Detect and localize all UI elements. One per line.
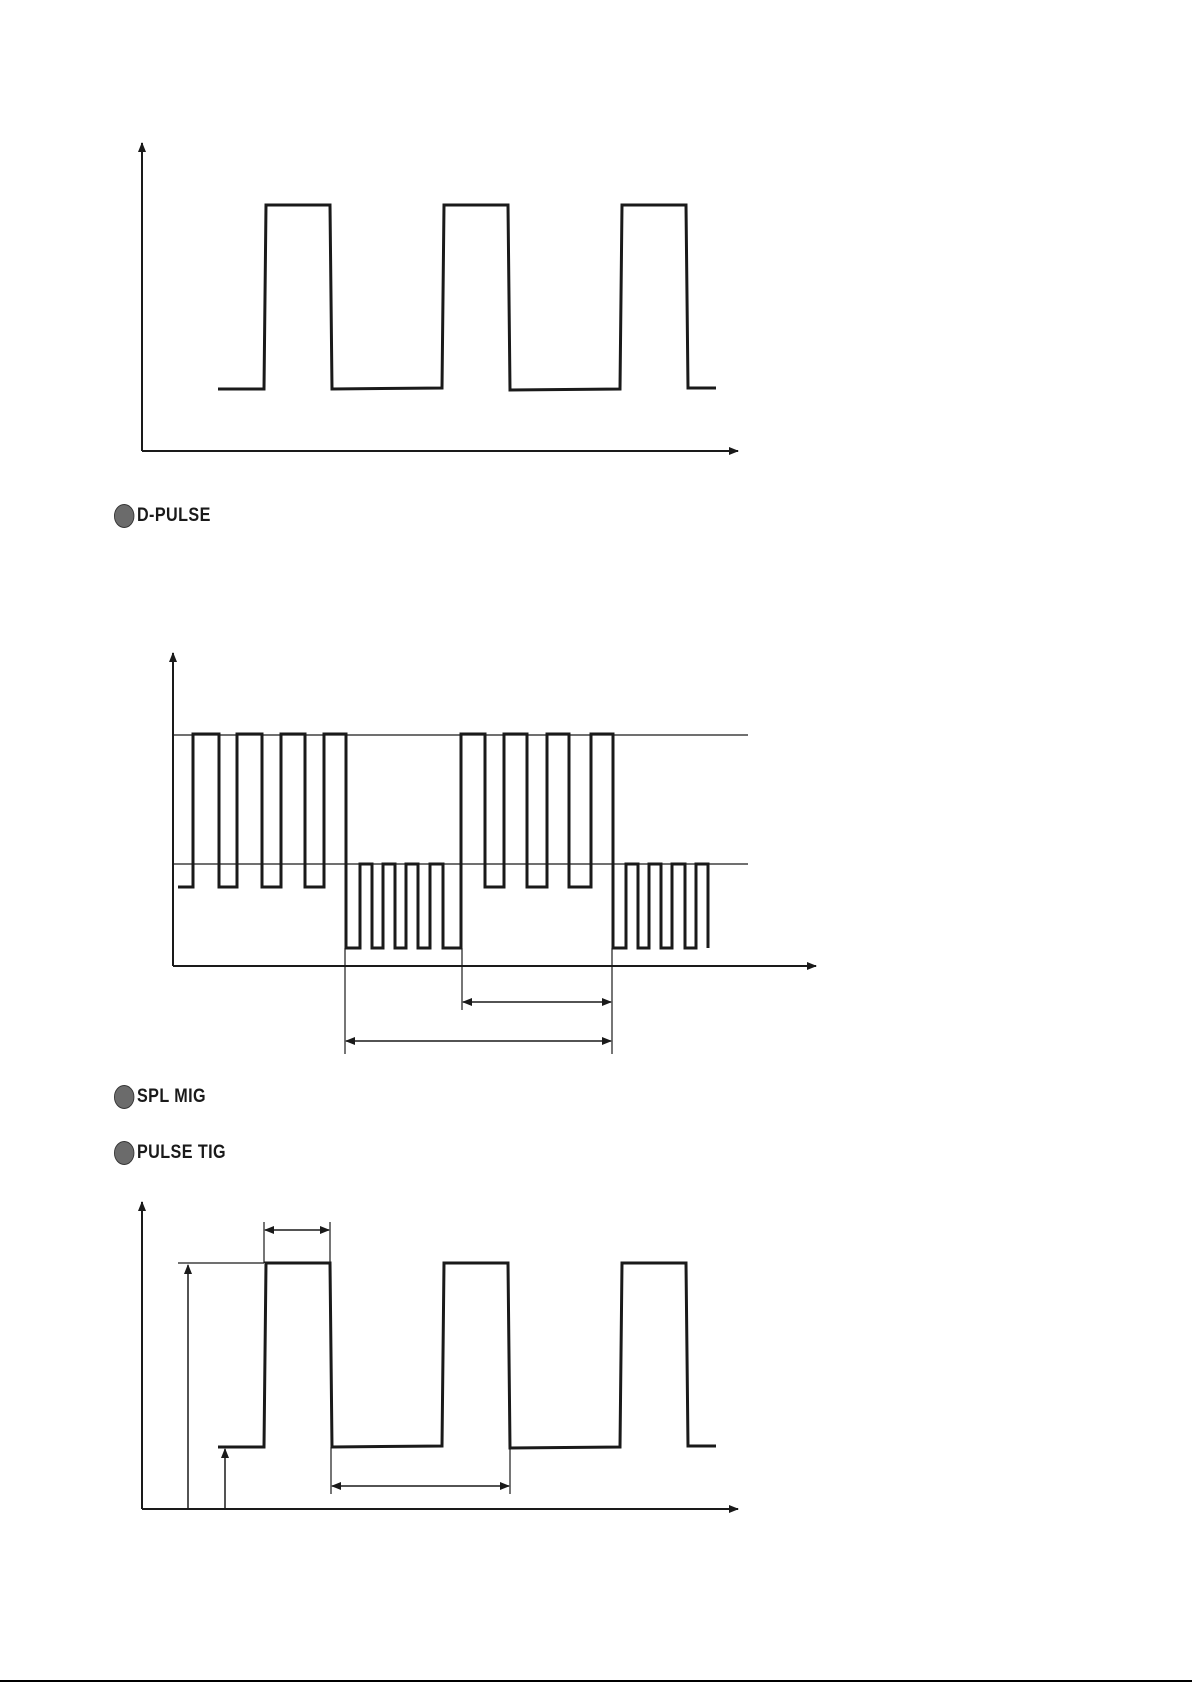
pulse-line xyxy=(218,1263,716,1448)
section-label-text: PULSE TIG xyxy=(136,1142,227,1163)
page-bottom-rule xyxy=(0,1680,1192,1682)
section-label-text: D-PULSE xyxy=(136,505,211,526)
section-label-text: SPL MIG xyxy=(136,1086,207,1107)
